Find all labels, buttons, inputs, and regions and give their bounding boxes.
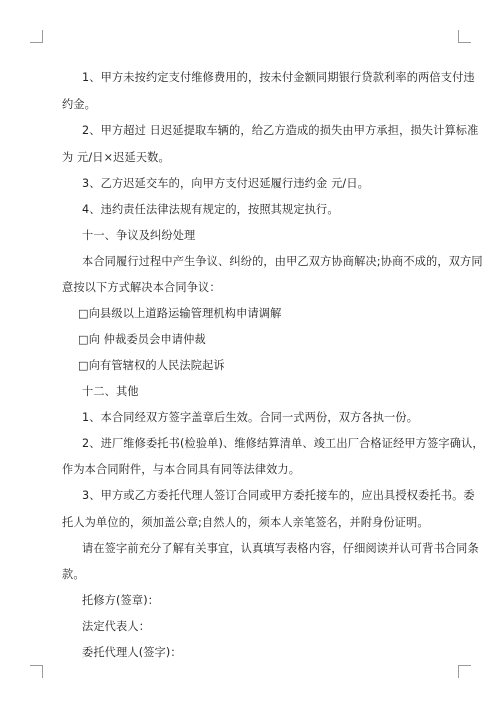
section-heading-12: 十二、其他: [82, 385, 139, 398]
paragraph-12-line-1: 2、进厂维修委托书(检验单)、维修结算清单、竣工出厂合格证经甲方签字确认，: [82, 437, 484, 450]
paragraph-11: 1、本合同经双方签字盖章后生效。合同一式两份，双方各执一份。: [82, 411, 419, 424]
signature-field-client: 托修方(签章)：: [82, 594, 160, 607]
signature-field-legal-rep: 法定代表人：: [82, 620, 151, 633]
paragraph-4: 4、违约责任法律法规有规定的，按照其规定执行。: [82, 203, 339, 216]
option-court: □向有管辖权的人民法院起诉: [78, 359, 225, 372]
option-mediation: □向县级以上道路运输管理机构申请调解: [78, 307, 282, 320]
paragraph-6-line-2: 意按以下方式解决本合同争议：: [62, 281, 221, 294]
crop-mark-bottom-right: [458, 665, 471, 678]
section-heading-11: 十一、争议及纠纷处理: [82, 229, 196, 242]
paragraph-13-line-2: 托人为单位的，须加盖公章;自然人的，须本人亲笔签名，并附身份证明。: [62, 516, 429, 529]
crop-mark-top-left: [30, 30, 43, 43]
paragraph-2-line-1: 2、甲方超过 日迟延提取车辆的，给乙方造成的损失由甲方承担，损失计算标准: [82, 124, 479, 137]
paragraph-1-line-2: 约金。: [62, 98, 97, 111]
crop-mark-top-right: [458, 30, 471, 43]
paragraph-2-line-2: 为 元/日×迟延天数。: [62, 151, 170, 164]
paragraph-3: 3、乙方迟延交车的，向甲方支付迟延履行违约金 元/日。: [82, 177, 369, 190]
option-arbitration: □向 仲裁委员会申请仲裁: [78, 333, 206, 346]
paragraph-1-line-1: 1、甲方未按约定支付维修费用的，按未付金额同期银行贷款利率的两倍支付违: [82, 71, 475, 84]
paragraph-6-line-1: 本合同履行过程中产生争议、纠纷的，由甲乙双方协商解决;协商不成的，双方同: [82, 255, 483, 268]
paragraph-14-line-2: 款。: [62, 568, 85, 581]
paragraph-12-line-2: 作为本合同附件，与本合同具有同等法律效力。: [62, 463, 301, 476]
signature-field-agent: 委托代理人(签字)：: [82, 646, 182, 659]
paragraph-13-line-1: 3、甲方或乙方委托代理人签订合同或甲方委托接车的，应出具授权委托书。委: [82, 489, 475, 502]
crop-mark-bottom-left: [30, 665, 43, 678]
paragraph-14-line-1: 请在签字前充分了解有关事宜，认真填写表格内容，仔细阅读并认可背书合同条: [82, 542, 479, 555]
